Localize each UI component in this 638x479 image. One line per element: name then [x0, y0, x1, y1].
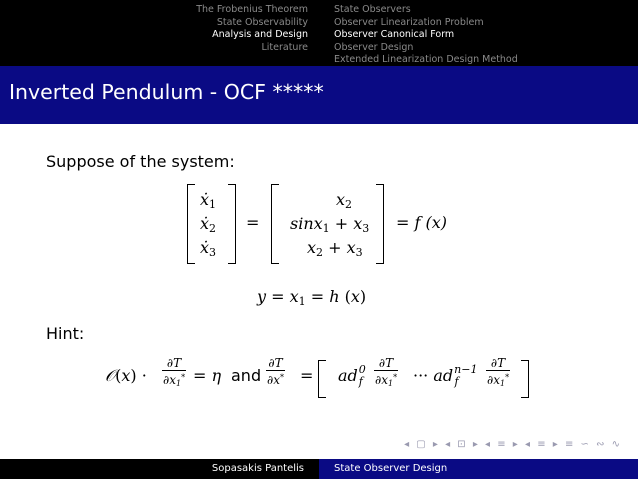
hint-eta: = η: [193, 366, 222, 385]
hint-label: Hint:: [46, 324, 85, 343]
hint-fraction-3: $\frac{\partial T}{\partial x1^*}$: [375, 356, 398, 388]
rhs-right-bracket: [376, 184, 384, 264]
intro-text: Suppose of the system:: [46, 152, 235, 171]
section-link-literature[interactable]: Literature: [261, 41, 308, 53]
subsection-link-state-observers[interactable]: State Observers: [334, 4, 411, 15]
hint-ad-term-n: ··· $ad^{n-1}_f$: [413, 363, 478, 388]
lhs-right-bracket: [228, 184, 236, 264]
top-navigation-bar: [0, 0, 638, 66]
subsection-navigation: [334, 4, 634, 67]
hint-fraction-2: $\frac{\partial T}{\partial x^*}$: [267, 356, 284, 387]
rhs-entry-3: $x_2 + x_3$: [307, 238, 363, 259]
beamer-navigation-symbols[interactable]: ◂ ▢ ▸ ◂ ⊡ ▸ ◂ ≡ ▸ ◂ ≡ ▸ ≡ ∽ ∾ ∿: [404, 439, 622, 450]
hint-right-bracket: [521, 360, 529, 398]
output-equation: $y = x_1 = h$ (x): [257, 287, 367, 308]
subsection-link-linearization-problem[interactable]: Observer Linearization Problem: [334, 16, 484, 28]
lhs-entry-3: ẋ$_3$: [200, 238, 217, 259]
rhs-entry-1: $x_2$: [336, 190, 353, 211]
footer-title-box: [319, 459, 638, 479]
lhs-left-bracket: [187, 184, 195, 264]
rhs-left-bracket: [271, 184, 279, 264]
section-link-frobenius[interactable]: The Frobenius Theorem: [196, 4, 308, 15]
hint-observability-map: 𝒪(x) ·: [105, 366, 147, 385]
footer-author-box: [0, 459, 319, 479]
hint-fraction-4: $\frac{\partial T}{\partial x1^*}$: [487, 356, 510, 388]
section-navigation: [0, 4, 308, 54]
slide-title: Inverted Pendulum - OCF *****: [9, 80, 324, 104]
footer-author: Sopasakis Pantelis: [211, 463, 304, 474]
lhs-entry-2: ẋ$_2$: [200, 214, 217, 235]
equals-sign: =: [246, 213, 260, 232]
subsection-link-observer-design[interactable]: Observer Design: [334, 41, 414, 53]
f-of-x: = f (x): [396, 213, 448, 232]
subsection-link-canonical-form[interactable]: Observer Canonical Form: [334, 29, 455, 40]
subsection-link-extended-linearization[interactable]: Extended Linearization Design Method: [334, 54, 518, 65]
footer-bar: [0, 459, 638, 479]
hint-left-bracket: [318, 360, 326, 398]
section-link-observability[interactable]: State Observability: [216, 16, 308, 28]
footer-talk-title: State Observer Design: [334, 463, 448, 474]
rhs-entry-2: $\sin x_1 + x_3$: [290, 214, 370, 235]
lhs-entry-1: ẋ$_1$: [200, 190, 217, 211]
hint-and-text: and: [231, 366, 262, 385]
hint-ad-term-1: $ad^0_f$: [338, 363, 366, 388]
hint-fraction-1: $\frac{\partial T}{\partial x1^*}$: [163, 356, 186, 388]
slide-content: [0, 124, 638, 459]
frame-title-bar: [0, 66, 638, 124]
section-link-analysis-design[interactable]: Analysis and Design: [212, 29, 308, 40]
hint-equals: =: [300, 366, 314, 385]
